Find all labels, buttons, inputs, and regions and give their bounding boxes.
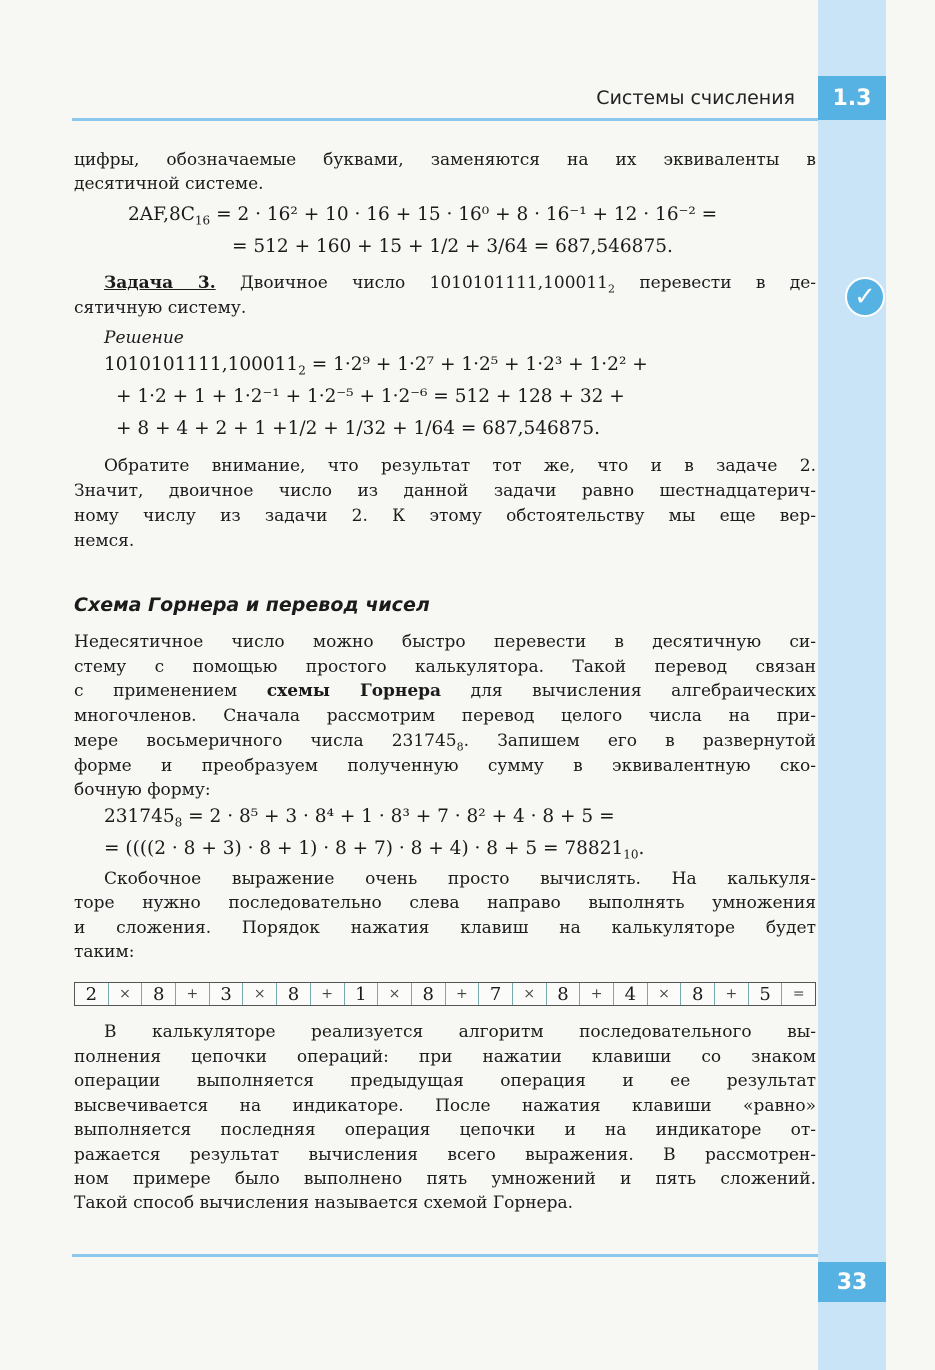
calculator-key-sequence: [74, 982, 816, 1006]
checkmark-icon: ✓: [845, 277, 885, 317]
horner-base: 8: [174, 815, 183, 830]
calculator-digit-key: 1: [345, 983, 379, 1005]
formula-hex-base: 16: [194, 213, 211, 228]
horner-lhs: 231745: [104, 806, 175, 827]
calculator-op-key: ×: [243, 983, 277, 1005]
calculator-digit-key: 8: [547, 983, 581, 1005]
calculator-op-key: +: [311, 983, 345, 1005]
horner-formula-line1: [104, 805, 615, 835]
calculator-digit-key: 8: [142, 983, 176, 1005]
calculator-digit-key: 3: [210, 983, 244, 1005]
calculator-op-key: =: [792, 986, 805, 1002]
horner-period: .: [638, 838, 645, 859]
solution-label: Решение: [104, 328, 184, 348]
paragraph-line: Такой способ вычисления называется схемой Горнера.: [74, 1193, 574, 1213]
calculator-op-key: ×: [109, 983, 143, 1005]
paragraph-line: ном примере было выполнено пять умножений и пять сложений.: [74, 1169, 816, 1189]
paragraph-line: Скобочное выражение очень просто вычислять. На калькуля-: [104, 869, 816, 889]
horner-term: схемы Горнера: [266, 681, 442, 701]
intro-line: цифры, обозначаемые буквами, заменяются на их эквиваленты в: [74, 150, 816, 170]
paragraph-text: мере восьмеричного числа 231745: [74, 731, 457, 751]
paragraph-line: высвечивается на индикаторе. После нажатия клавиши «равно»: [74, 1096, 816, 1116]
calculator-digit-key: 5: [749, 983, 783, 1005]
calculator-op-key: +: [580, 983, 614, 1005]
paragraph-line: многочленов. Сначала рассмотрим перевод целого числа на при-: [74, 706, 816, 726]
section-heading: Схема Горнера и перевод чисел: [74, 594, 430, 616]
solution-lhs: 1010101111,100011: [104, 354, 299, 375]
calculator-op-key: ×: [648, 983, 682, 1005]
paragraph-text: для вычисления алгебраических: [470, 681, 816, 701]
note-line: ному числу из задачи 2. К этому обстоятельству мы еще вер-: [74, 506, 816, 526]
task3-line2: сятичную систему.: [74, 298, 247, 318]
task3-label: Задача 3.: [104, 273, 216, 293]
calculator-op-key: ×: [513, 983, 547, 1005]
paragraph-line: таким:: [74, 942, 135, 962]
running-title: Системы счисления: [596, 87, 795, 109]
paragraph-line: В калькуляторе реализуется алгоритм последовательного вы-: [104, 1022, 816, 1042]
task3-text: Двоичное число 1010101111,100011: [239, 273, 608, 293]
chapter-tab: 1.3: [818, 76, 886, 120]
paragraph-line: бочную форму:: [74, 780, 211, 800]
paragraph-text: . Запишем его в развернутой: [463, 731, 817, 751]
intro-line: десятичной системе.: [74, 174, 264, 194]
calculator-op-key: +: [176, 983, 210, 1005]
paragraph-line: Недесятичное число можно быстро перевести в десятичную си-: [74, 632, 816, 652]
horner-result-base: 10: [623, 847, 639, 862]
note-line: Значит, двоичное число из данной задачи равно шестнадцатерич-: [74, 481, 816, 501]
calculator-digit-key: 2: [75, 983, 109, 1005]
calculator-op-key: +: [446, 983, 480, 1005]
horner-rhs: = 2 · 8⁵ + 3 · 8⁴ + 1 · 8³ + 7 · 8² + 4 · 8 + 5 =: [188, 806, 615, 827]
formula-hex-lhs: 2AF,8C: [128, 204, 195, 225]
paragraph-line: торе нужно последовательно слева направо выполнять умножения: [74, 893, 816, 913]
octal-base: 8: [456, 740, 464, 754]
calculator-digit-key: 8: [412, 983, 446, 1005]
paragraph-line: операции выполняется предыдущая операция и ее результат: [74, 1071, 816, 1091]
formula-hex-line2: = 512 + 160 + 15 + 1/2 + 3/64 = 687,546875.: [232, 236, 673, 257]
header-rule: [72, 118, 818, 121]
calculator-op-key: ×: [378, 983, 412, 1005]
paragraph-line: ражается результат вычисления всего выражения. В рассмотрен-: [74, 1145, 816, 1165]
calculator-digit-key: 8: [681, 983, 715, 1005]
paragraph-line: форме и преобразуем полученную сумму в эквивалентную ско-: [74, 756, 816, 776]
note-line: Обратите внимание, что результат тот же, что и в задаче 2.: [104, 456, 816, 476]
paragraph-line: [74, 680, 816, 702]
calculator-digit-key: 4: [614, 983, 648, 1005]
side-margin-strip: [818, 0, 886, 1370]
formula-hex-rhs: = 2 · 16² + 10 · 16 + 15 · 16⁰ + 8 · 16⁻¹ + 12 · 16⁻² =: [216, 204, 718, 225]
calculator-digit-key: 7: [479, 983, 513, 1005]
solution-formula-line3: + 8 + 4 + 2 + 1 +1/2 + 1/32 + 1/64 = 687,546875.: [116, 418, 600, 439]
footer-rule: [72, 1254, 818, 1257]
calculator-op-key: +: [715, 983, 749, 1005]
page-number: 33: [818, 1262, 886, 1302]
task3-base: 2: [608, 282, 615, 296]
paragraph-line: стему с помощью простого калькулятора. Такой перевод связан: [74, 657, 816, 677]
horner-expansion: = ((((2 · 8 + 3) · 8 + 1) · 8 + 7) · 8 + 4) · 8 + 5 = 78821: [104, 838, 624, 859]
task3-text-end: перевести в де-: [639, 273, 816, 293]
paragraph-text: с применением: [74, 681, 238, 701]
paragraph-line: полнения цепочки операций: при нажатии клавиши со знаком: [74, 1047, 816, 1067]
solution-formula-line2: + 1·2 + 1 + 1·2⁻¹ + 1·2⁻⁵ + 1·2⁻⁶ = 512 + 128 + 32 +: [116, 386, 625, 407]
solution-rhs: = 1·2⁹ + 1·2⁷ + 1·2⁵ + 1·2³ + 1·2² +: [311, 354, 648, 375]
formula-hex: [128, 203, 717, 233]
solution-formula-line1: [104, 353, 648, 383]
horner-formula-line2: [104, 837, 644, 867]
paragraph-line: выполняется последняя операция цепочки и на индикаторе от-: [74, 1120, 816, 1140]
solution-base: 2: [298, 363, 306, 378]
paragraph-line: и сложения. Порядок нажатия клавиш на калькуляторе будет: [74, 918, 816, 938]
note-line: немся.: [74, 531, 135, 551]
calculator-digit-key: 8: [277, 983, 311, 1005]
